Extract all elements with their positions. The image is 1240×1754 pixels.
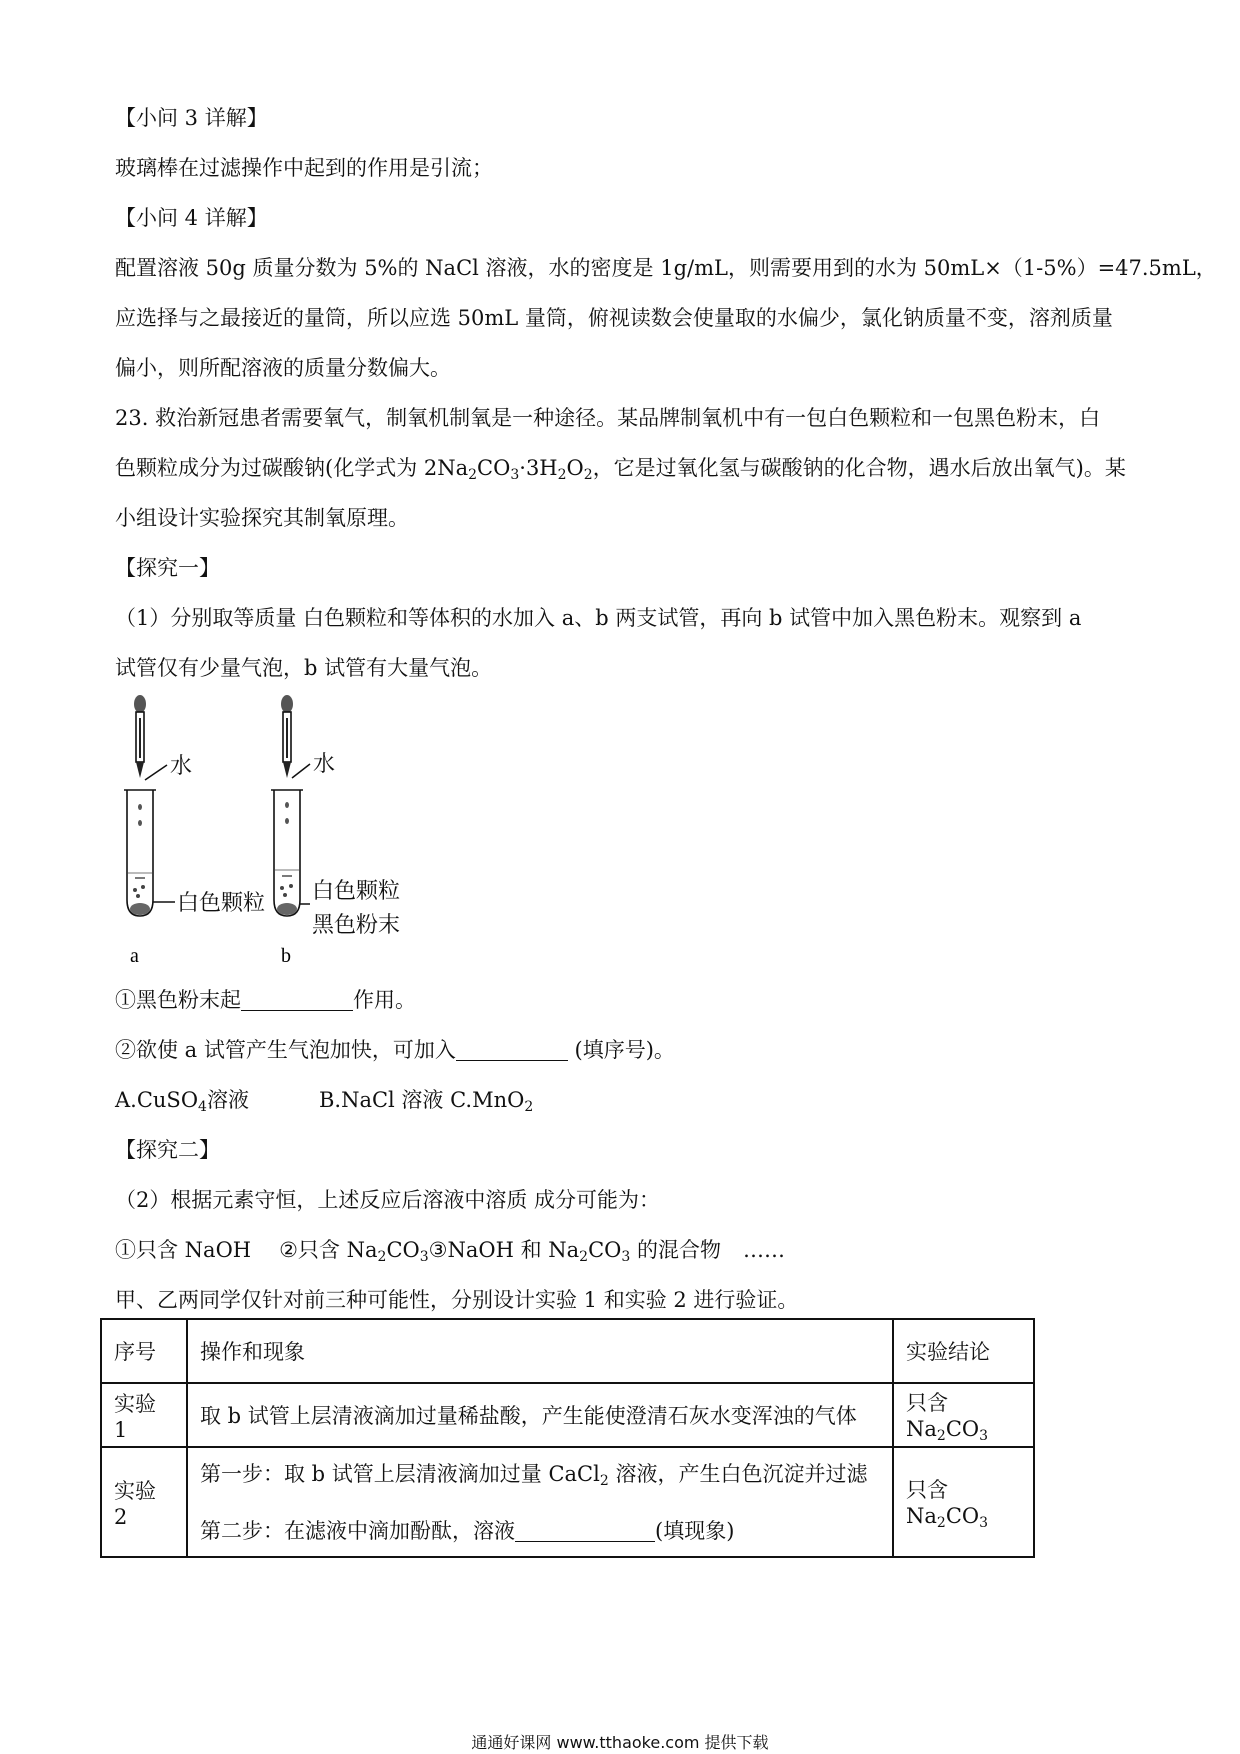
q23-line-2: 色颗粒成分为过碳酸钠(化学式为 $2Na_2CO_3\cdot 3H_2O_2$，它是过氧化氢与碳酸钠的化合物，遇水后放出氧气)。某 [115, 456, 1126, 483]
q1-line-2: 试管仅有少量气泡，b 试管有大量气泡。 [115, 656, 493, 680]
label-white-granules-b: 白色颗粒 [312, 879, 401, 904]
row2-step-2: 第二步：在滤液中滴加酚酞，溶液 (填现象) [200, 1518, 735, 1543]
table-row [101, 1383, 1034, 1447]
q23-line-1: 23. 救治新冠患者需要氧气，制氧机制氧是一种途径。某品牌制氧机中有一包白色颗粒和一包黑色粉末，白 [115, 406, 1101, 430]
sub-question-2: ②欲使 a 试管产生气泡加快，可加入 (填序号)。 [115, 1038, 675, 1062]
options-line [115, 1085, 533, 1122]
page-footer: 通通好课网 www.tthaoke.com 提供下载 [471, 1733, 769, 1752]
dropper-b [281, 695, 293, 778]
option-a: A.CuSO$_4$溶液 [115, 1088, 249, 1115]
test-tube-diagram [115, 690, 435, 965]
q2-line-1: （2）根据元素守恒，上述反应后溶液中溶质 成分可能为： [115, 1188, 661, 1212]
q4-heading: 【小问 4 详解】 [115, 206, 268, 230]
label-tube-b: b [281, 945, 291, 965]
header-col-id: 序号 [101, 1319, 187, 1383]
explore1-heading: 【探究一】 [115, 556, 220, 580]
test-tube-a [124, 790, 156, 916]
q1-line-1: （1）分别取等质量 白色颗粒和等体积的水加入 a、b 两支试管，再向 b 试管中加入黑色粉末。观察到 a [115, 606, 1082, 630]
answer-blank-2[interactable] [456, 1038, 568, 1061]
q4-answer-line-2: 应选择与之最接近的量筒，所以应选 50mL 量筒，俯视读数会使量取的水偏少，氯化钠质量不变，溶剂质量 [115, 306, 1113, 330]
option-b: B.NaCl 溶液 [318, 1088, 444, 1112]
answer-blank-1[interactable] [241, 988, 353, 1011]
option-c: C.MnO$_2$ [443, 1088, 534, 1115]
answer-blank-3[interactable] [515, 1519, 655, 1542]
experiment-intro: 甲、乙两同学仅针对前三种可能性，分别设计实验 1 和实验 2 进行验证。 [115, 1288, 799, 1312]
sub-question-1: ①黑色粉末起 作用。 [115, 988, 416, 1012]
test-tube-figure [115, 690, 435, 965]
header-col-operation: 操作和现象 [187, 1319, 893, 1383]
experiment-table [100, 1318, 1035, 1558]
dropper-a [134, 695, 146, 778]
q4-answer-line-1: 配置溶液 50g 质量分数为 5%的 NaCl 溶液，水的密度是 1g/mL，则需要用到的水为 50mL×（1-5%）=47.5mL， [115, 256, 1217, 280]
row1-operation: 取 b 试管上层清液滴加过量稀盐酸，产生能使澄清石灰水变浑浊的气体 [187, 1383, 893, 1447]
test-tube-b [271, 790, 303, 916]
table-header-row [101, 1319, 1034, 1383]
label-white-granules-a: 白色颗粒 [177, 891, 266, 916]
q3-answer: 玻璃棒在过滤操作中起到的作用是引流； [115, 156, 493, 180]
row1-conclusion: 只含 $Na_2CO_3$ [893, 1383, 1034, 1447]
explore2-heading: 【探究二】 [115, 1138, 220, 1162]
q3-heading: 【小问 3 详解】 [115, 106, 268, 130]
row2-conclusion: 只含 $Na_2CO_3$ [893, 1447, 1034, 1557]
label-water-b: 水 [313, 752, 336, 777]
label-tube-a: a [130, 945, 139, 965]
row2-operation [187, 1447, 893, 1557]
q23-line-3: 小组设计实验探究其制氧原理。 [115, 506, 409, 530]
label-water-a: 水 [170, 754, 193, 779]
row2-id: 实验 2 [101, 1447, 187, 1557]
table-row [101, 1447, 1034, 1557]
header-col-conclusion: 实验结论 [893, 1319, 1034, 1383]
label-black-powder-b: 黑色粉末 [312, 913, 401, 938]
row1-id: 实验 1 [101, 1383, 187, 1447]
row2-step-1: 第一步：取 b 试管上层清液滴加过量 CaCl$_2$ 溶液，产生白色沉淀并过滤 [200, 1461, 868, 1489]
possibilities-line: ①只含 NaOH ②只含 $Na_2CO_3③NaOH$ 和 $Na_2CO_3$ 的混合物 …… [115, 1238, 785, 1265]
q4-answer-line-3: 偏小，则所配溶液的质量分数偏大。 [115, 356, 451, 380]
